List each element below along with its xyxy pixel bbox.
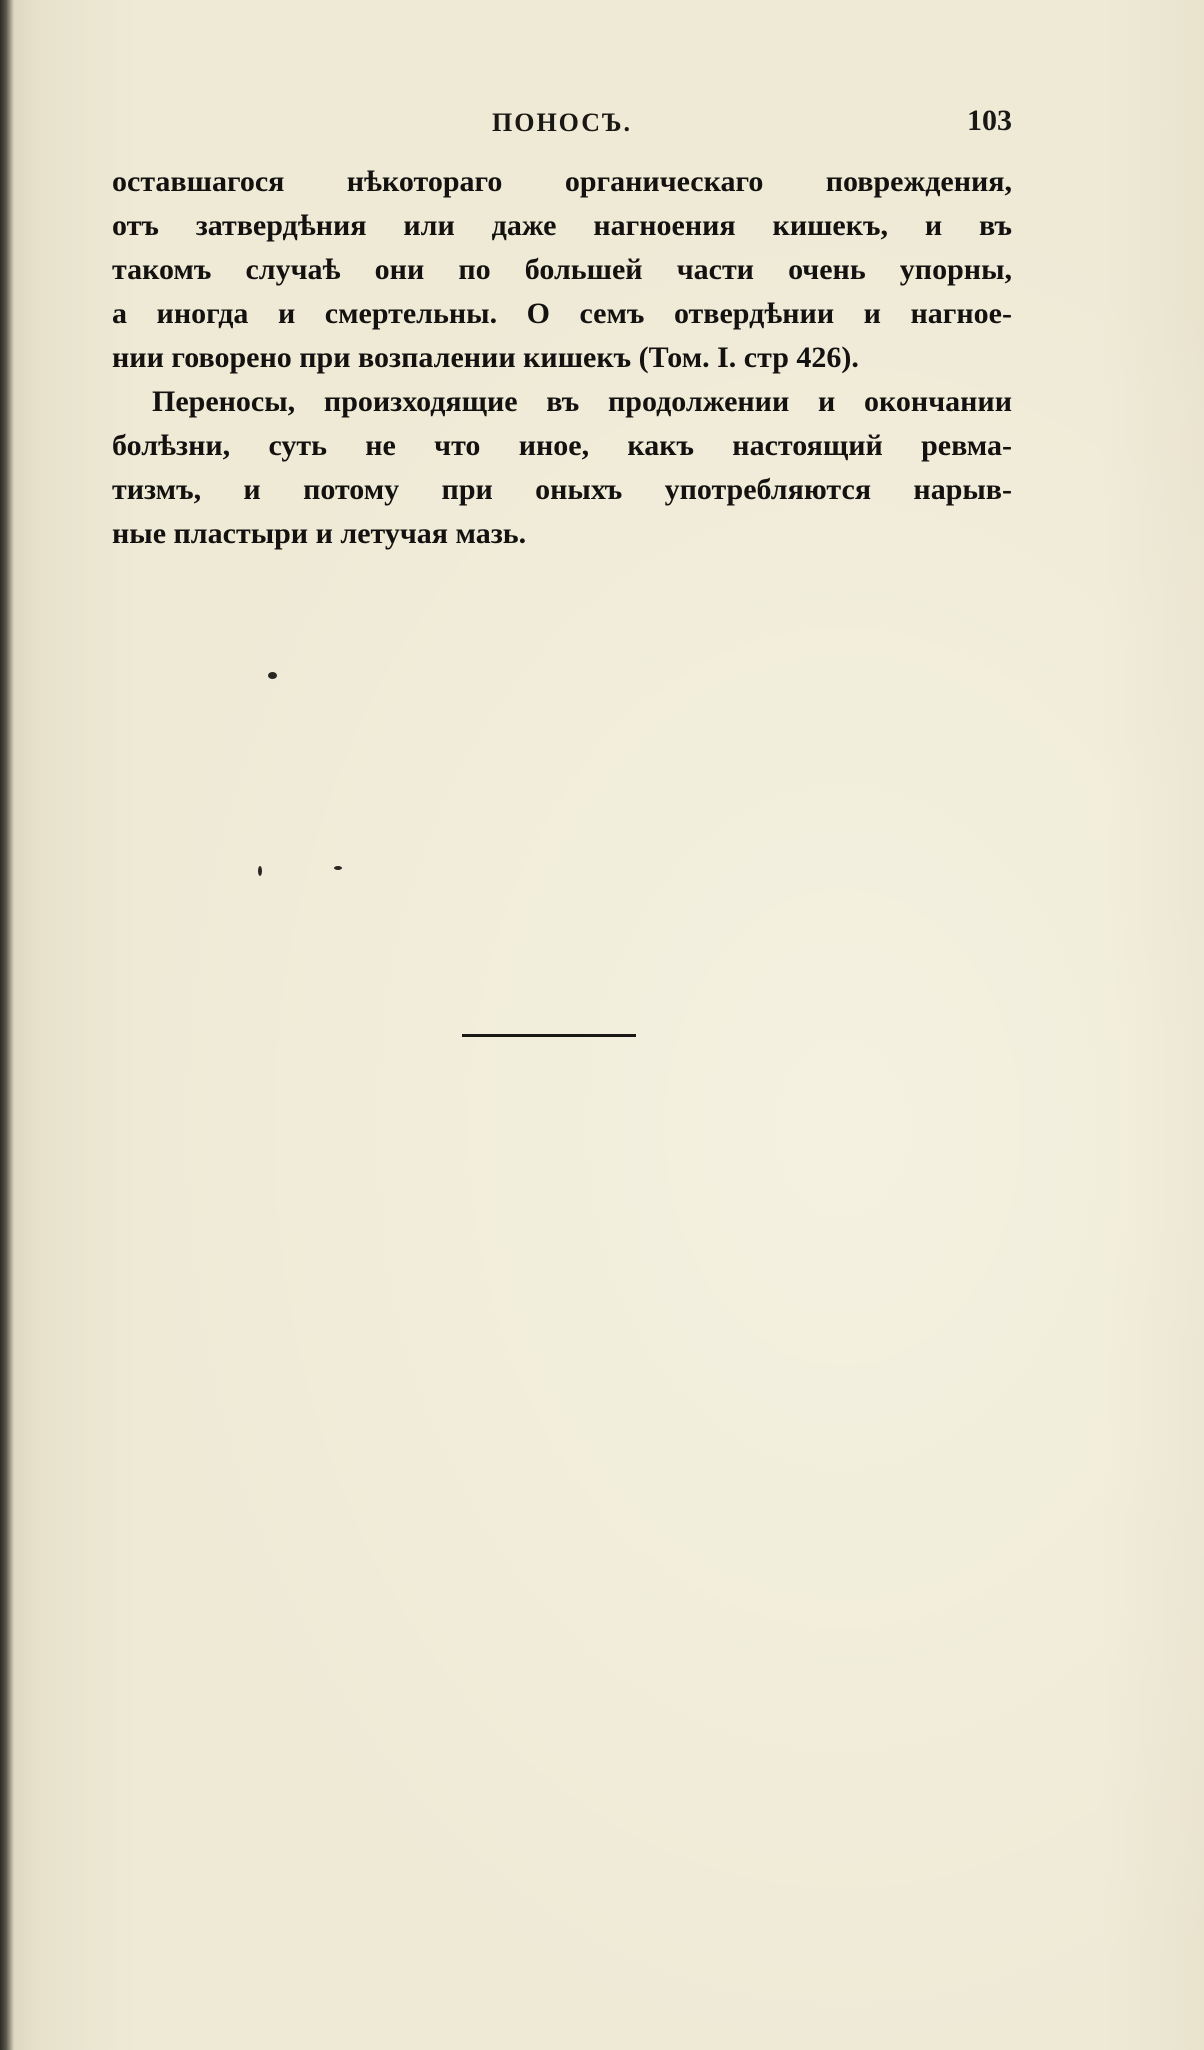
text-line: оставшагося нѣкотораго органическаго повреждения, xyxy=(112,165,1012,198)
ink-speck xyxy=(268,672,277,679)
text-line: такомъ случаѣ они по большей части очень упорны, xyxy=(112,253,1012,286)
page-header xyxy=(112,104,1012,148)
text-line: а иногда и смертельны. О семъ отвердѣнии и нагное- xyxy=(112,297,1012,330)
ink-speck xyxy=(334,866,342,870)
running-head: ПОНОСЪ. xyxy=(492,108,633,137)
text-line: Переносы, произходящие въ продолжении и окончании xyxy=(152,385,1012,418)
binding-edge xyxy=(0,0,14,2050)
text-line: отъ затвердѣния или даже нагноения кишекъ, и въ xyxy=(112,209,1012,242)
text-line: болѣзни, суть не что иное, какъ настоящий ревма- xyxy=(112,429,1012,462)
text-line: ные пластыри и летучая мазь. xyxy=(112,517,527,550)
paragraph-1 xyxy=(112,160,1012,380)
section-end-rule xyxy=(462,1034,636,1037)
body-text xyxy=(112,160,1012,556)
text-line: нии говорено при возпалении кишекъ (Том. I. стр 426). xyxy=(112,341,859,374)
text-line: тизмъ, и потому при оныхъ употребляются нарыв- xyxy=(112,473,1012,506)
ink-speck xyxy=(258,866,262,876)
paragraph-2 xyxy=(112,380,1012,556)
page-number: 103 xyxy=(967,104,1012,137)
